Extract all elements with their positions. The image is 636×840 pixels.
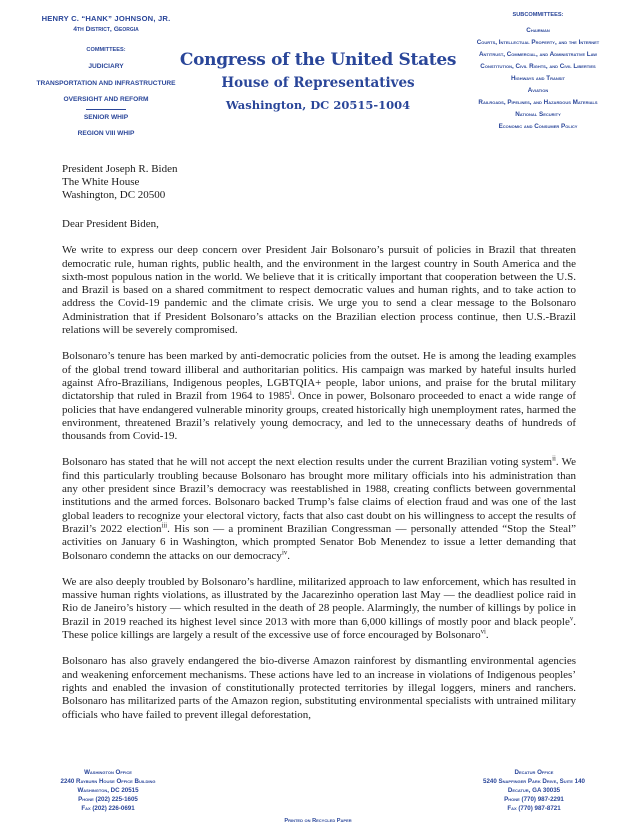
- letter-paragraph: [62, 456, 576, 562]
- congress-masthead: [168, 50, 468, 112]
- office-line: Washington Office: [84, 769, 132, 776]
- subcommittee-item: Railroads, Pipelines, and Hazardous Materials: [478, 99, 598, 106]
- paragraphs: [62, 244, 576, 722]
- subcommittee-item: Antitrust, Commercial, and Administrative Law: [478, 51, 598, 58]
- masthead-title: Congress of the United States: [179, 50, 457, 70]
- paragraph-text: . His son — a prominent Brazilian Congressman — personally attended “Stop the Steal” activities on January 6 in Washington, which prompted Senator Bob Menendez to issue a letter demanding that Bolsonaro condemn the attacks on our democracy: [62, 522, 577, 562]
- footnote-marker: v: [569, 615, 574, 623]
- subcommittee-item: Economic and Consumer Policy: [498, 123, 578, 130]
- subcommittee-item: National Security: [515, 111, 561, 118]
- subcommittees-label: SUBCOMMITTEES:: [512, 12, 564, 18]
- paragraph-text: . These police killings are largely a result of the excessive use of force encouraged by Bolsonaro: [62, 615, 576, 642]
- role-item: REGION VIII WHIP: [77, 130, 135, 137]
- office-line: Fax (202) 226-0691: [81, 805, 135, 812]
- committee-item: TRANSPORTATION AND INFRASTRUCTURE: [36, 79, 176, 87]
- footnote-marker: i: [289, 389, 292, 397]
- divider-line: [86, 109, 126, 110]
- letter-paragraph: [62, 350, 576, 443]
- paragraph-text: We write to express our deep concern over President Jair Bolsonaro’s pursuit of policies in Brazil that threaten democratic rule, human rights, public health, and the environment in the largest country in South America and the sixth-most populous nation in the world. We believe that it is critically important that cooperation between the U.S. and Brazil is based on a shared commitment to respect democratic values and human rights, and to take action to address the Covid-19 pandemic and the climate crisis. We urge you to send a clear message to the Bolsonaro Administration that if President Bolsonaro’s attacks on the Brazilian election process continue, then U.S.-Brazil relations will be severely compromised.: [62, 244, 576, 337]
- recycled-paper-note: Printed on Recycled Paper: [284, 818, 352, 824]
- committee-item: JUDICIARY: [88, 63, 124, 70]
- subcommittee-item: Chairman: [526, 27, 550, 34]
- role-item: SENIOR WHIP: [83, 113, 129, 121]
- committee-item: OVERSIGHT AND REFORM: [63, 96, 149, 103]
- footnote-marker: iv: [281, 548, 288, 556]
- letter-paragraph: [62, 655, 576, 721]
- paragraph-text: Bolsonaro’s tenure has been marked by anti-democratic policies from the outset. He is among the leading examples of the global trend toward illiberal and authoritarian politics. His campaign was marked by hateful insults hurled against Afro-Brazilians, Indigenous peoples, LGBTQIA+ people, labor unions, and praise for the brutal military dictatorship that ruled in Brazil from 1964 to 1985: [62, 350, 576, 403]
- footnote-marker: ii: [552, 455, 556, 463]
- office-line: Decatur Office: [514, 769, 554, 776]
- paragraph-text: .: [287, 549, 290, 562]
- subcommittee-item: Constitution, Civil Rights, and Civil Liberties: [480, 63, 596, 70]
- office-line: Phone (202) 225-1605: [78, 796, 138, 803]
- office-line: Decatur, GA 30035: [507, 787, 561, 794]
- letter-paragraph: [62, 244, 576, 337]
- decatur-office-block: [438, 768, 630, 813]
- footnote-marker: vi: [480, 628, 486, 636]
- subcommittee-item: Aviation: [527, 87, 549, 94]
- member-name: HENRY C. “HANK” JOHNSON, JR.: [41, 14, 171, 23]
- letter-body: [62, 163, 576, 722]
- office-line: 2240 Rayburn House Office Building: [60, 778, 156, 785]
- subcommittee-item: Highways and Transit: [511, 75, 565, 82]
- committees-label: COMMITTEES:: [86, 47, 126, 53]
- subcommittee-item: Courts, Intellectual Property, and the Internet: [476, 39, 600, 46]
- paragraph-text: . Once in power, Bolsonaro proceeded to enact a wide range of policies that have endangered vulnerable minority groups, created historically high unemployment rates, harmed the environment, threatened Brazil’s relatively young democracy, and led to the unnecessary deaths of hundreds of thousands from Covid-19.: [62, 390, 576, 443]
- paragraph-text: . We find this particularly troubling because Bolsonaro has brought more military officials into his administration than any other president since Brazil’s democracy was reestablished in 1988, creating conflicts between governmental institutions and the armed forces. Bolsonaro backed Trump’s false claims of election fraud and was one of the last global leaders to recognize your electoral victory, facts that also cast doubt on his willingness to accept the results of Brazil’s 2022 election: [62, 456, 576, 535]
- subcommittees-list: [446, 26, 630, 132]
- office-line: Fax (770) 987-8721: [507, 805, 561, 812]
- recipient-block: [62, 163, 576, 202]
- roles-list: [10, 114, 202, 138]
- office-line: Phone (770) 987-2291: [504, 796, 564, 803]
- salutation: Dear President Biden,: [62, 218, 159, 230]
- paragraph-text: Bolsonaro has also gravely endangered the bio-diverse Amazon rainforest by dismantling environmental agencies and weakening enforcement mechanisms. These actions have led to an increase in violations of Indigenous peoples’ rights and enabled the invasion of constitutionally protected territories by illegal loggers, miners and ranchers. Bolsonaro has militarized parts of the Amazon region, substituting environmental specialists with untrained military officials who have failed to prevent illegal deforestation,: [62, 655, 576, 721]
- paragraph-text: .: [485, 629, 489, 642]
- masthead-subtitle: House of Representatives: [221, 75, 415, 91]
- office-line: 5240 Snapfinger Park Drive, Suite 140: [483, 778, 585, 785]
- member-district: 4th District, Georgia: [73, 26, 139, 33]
- subcommittees-block: [446, 12, 630, 132]
- office-line: Washington, DC 20515: [77, 787, 139, 794]
- recipient-line: President Joseph R. Biden: [62, 163, 178, 175]
- letter-paragraph: [62, 576, 576, 642]
- recipient-line: Washington, DC 20500: [62, 189, 166, 201]
- washington-office-block: [14, 768, 202, 813]
- paragraph-text: Bolsonaro has stated that he will not accept the next election results under the current Brazilian voting system: [62, 456, 553, 469]
- footnote-marker: iii: [161, 522, 168, 530]
- paragraph-text: We are also deeply troubled by Bolsonaro’s hardline, militarized approach to law enforcement, which has resulted in massive human rights violations, as illustrated by the Jacarezinho operation last May — the deadliest police raid in Rio de Janeiro’s history — which resulted in the death of 28 people. Alarmingly, the number of killings by police in Brazil in 2019 reached its highest level since 2013 with more than 6,000 killings of mostly poor and black people: [62, 575, 576, 628]
- recipient-line: The White House: [62, 176, 140, 188]
- masthead-address: Washington, DC 20515-1004: [225, 98, 411, 112]
